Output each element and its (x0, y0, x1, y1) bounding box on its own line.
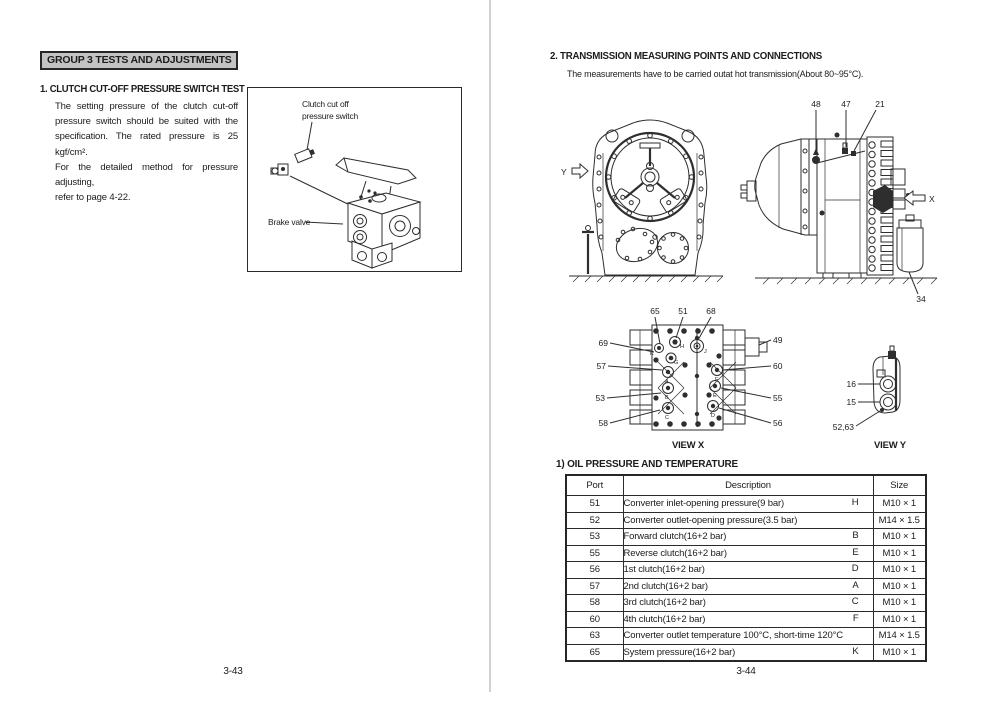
callout-56: 56 (773, 418, 783, 428)
cell-port: 58 (566, 595, 623, 612)
description-text: 1st clutch(16+2 bar) (623, 564, 705, 576)
callout-53: 53 (595, 393, 605, 403)
column-header-description: Description (623, 475, 873, 496)
description-text: 3rd clutch(16+2 bar) (623, 597, 706, 609)
cell-description (623, 562, 873, 579)
oil-pressure-table (565, 474, 927, 662)
view-x-arrow (904, 191, 935, 205)
cell-port: 60 (566, 611, 623, 628)
label-clutch-cutoff-switch: Clutch cut off (302, 99, 349, 109)
table-row (566, 595, 926, 612)
table-row (566, 512, 926, 529)
cell-description (623, 611, 873, 628)
section1-paragraph (55, 99, 238, 205)
page-divider (489, 0, 491, 692)
port-letter-e: E (713, 393, 717, 399)
paragraph-line: The setting pressure of the clutch cut-off (55, 101, 238, 112)
cell-size: M10 × 1 (873, 496, 926, 513)
column-header-port: Port (566, 475, 623, 496)
transmission-views-drawing (555, 95, 945, 307)
tee-fitting-icon (271, 164, 288, 175)
dipstick-icon (582, 226, 594, 275)
view-y-arrow (561, 164, 588, 178)
measuring-point-letter: B (852, 530, 859, 541)
table-row (566, 611, 926, 628)
callout-34: 34 (916, 294, 926, 304)
view-y-label: VIEW Y (874, 440, 906, 451)
section2-heading: 2. TRANSMISSION MEASURING POINTS AND CONNECTIONS (550, 51, 823, 62)
group-header: GROUP 3 TESTS AND ADJUSTMENTS (40, 51, 238, 70)
column-header-size: Size (873, 475, 926, 496)
brake-valve-figure-box (247, 87, 462, 272)
port-letter-d: D (711, 413, 715, 419)
paragraph-line: specification. The rated pressure is 25 kgf/cm². (55, 131, 238, 158)
table-row (566, 529, 926, 546)
measuring-point-letter: H (851, 497, 859, 508)
oil-filter (897, 215, 923, 272)
table-row (566, 562, 926, 579)
view-x-label: VIEW X (671, 440, 705, 451)
callout-52-63: 52,63 (832, 422, 854, 432)
callout-68: 68 (706, 306, 716, 316)
callout-48: 48 (811, 99, 821, 109)
section2-body: The measurements have to be carried outat hot transmission(About 80~95°C). (567, 69, 864, 80)
cell-port: 57 (566, 578, 623, 595)
cell-description (623, 512, 873, 529)
table-caption: 1) OIL PRESSURE AND TEMPERATURE (556, 459, 738, 470)
callout-65: 65 (650, 306, 660, 316)
cell-size: M10 × 1 (873, 529, 926, 546)
valve-body (348, 193, 420, 268)
measuring-point-letter: F (852, 612, 859, 624)
description-text: System pressure(16+2 bar) (623, 646, 736, 658)
callout-51: 51 (678, 306, 688, 316)
callout-21: 21 (875, 99, 885, 109)
cell-size: M10 × 1 (873, 595, 926, 612)
description-text: 4th clutch(16+2 bar) (623, 613, 706, 625)
callout-60: 60 (773, 361, 783, 371)
port-letter-a: A (665, 379, 669, 385)
description-text: 2nd clutch(16+2 bar) (623, 580, 708, 592)
label-x: X (929, 194, 935, 204)
port-letter-k: K (650, 351, 654, 357)
description-text: Reverse clutch(16+2 bar) (623, 547, 727, 559)
measuring-point-letter: E (852, 546, 859, 558)
table-header-row (566, 475, 926, 496)
paragraph-line: pressure switch should be suited with the (55, 116, 238, 128)
cell-port: 56 (566, 562, 623, 579)
callout-16: 16 (846, 379, 856, 389)
callout-69: 69 (598, 338, 608, 348)
port-letter-c: C (665, 415, 669, 421)
cell-description (623, 529, 873, 546)
brake-valve-drawing (248, 88, 460, 270)
cell-port: 65 (566, 644, 623, 661)
cell-port: 63 (566, 628, 623, 645)
view-x-callouts (596, 306, 783, 428)
cell-port: 51 (566, 496, 623, 513)
port-letter-f: F (715, 377, 719, 383)
port-letter-g: G (674, 360, 679, 366)
cell-description (623, 628, 873, 645)
measuring-point-letter: K (852, 645, 859, 657)
description-text: Converter inlet-opening pressure(9 bar) (623, 498, 784, 510)
transmission-views-figure (555, 95, 945, 307)
valve-profile-view-y (833, 346, 900, 432)
callout-55: 55 (773, 393, 783, 403)
table-row (566, 628, 926, 645)
port-letter-j: J (704, 349, 707, 355)
table-row (566, 644, 926, 661)
description-text: Converter outlet-opening pressure(3.5 bar) (623, 514, 798, 526)
measuring-point-letter: D (851, 563, 859, 574)
cell-description (623, 496, 873, 513)
valve-block-view-x (630, 325, 767, 430)
cell-port: 55 (566, 545, 623, 562)
description-text: Forward clutch(16+2 bar) (623, 531, 727, 543)
port-letter-h: H (680, 344, 684, 350)
page-number-left: 3-43 (223, 666, 243, 677)
label-brake-valve: Brake valve (268, 217, 311, 227)
callout-58: 58 (598, 418, 608, 428)
table-row (566, 545, 926, 562)
measuring-point-letter: A (852, 579, 859, 591)
measuring-ports-figure (580, 300, 960, 455)
cell-port: 52 (566, 512, 623, 529)
callout-57: 57 (596, 361, 606, 371)
cell-size: M10 × 1 (873, 611, 926, 628)
cell-description (623, 545, 873, 562)
cell-port: 53 (566, 529, 623, 546)
table-row (566, 496, 926, 513)
measuring-ports-drawing (580, 300, 960, 455)
paragraph-line: For the detailed method for pressure adjusting, (55, 161, 238, 189)
description-text: Converter outlet temperature 100°C, short-time 120°C (623, 630, 843, 642)
pressure-switch-icon (295, 147, 316, 162)
table-row (566, 578, 926, 595)
label-y: Y (561, 167, 567, 177)
cell-size: M14 × 1.5 (873, 512, 926, 529)
paragraph-line: refer to page 4-22. (55, 192, 131, 204)
callout-49: 49 (773, 335, 783, 345)
label-clutch-cutoff-switch-2: pressure switch (302, 111, 359, 121)
page-number-right: 3-44 (736, 666, 756, 677)
section1-heading: 1. CLUTCH CUT-OFF PRESSURE SWITCH TEST (40, 84, 245, 95)
cell-size: M10 × 1 (873, 545, 926, 562)
callout-15: 15 (846, 397, 856, 407)
cell-size: M10 × 1 (873, 644, 926, 661)
measuring-point-letter: C (851, 596, 859, 607)
cell-description (623, 578, 873, 595)
transmission-front-view (569, 120, 723, 282)
callout-47: 47 (841, 99, 851, 109)
cell-size: M10 × 1 (873, 578, 926, 595)
port-letter-b: B (665, 395, 669, 401)
cell-size: M10 × 1 (873, 562, 926, 579)
cell-size: M14 × 1.5 (873, 628, 926, 645)
cell-description (623, 644, 873, 661)
cell-description (623, 595, 873, 612)
transmission-side-view (741, 133, 937, 285)
